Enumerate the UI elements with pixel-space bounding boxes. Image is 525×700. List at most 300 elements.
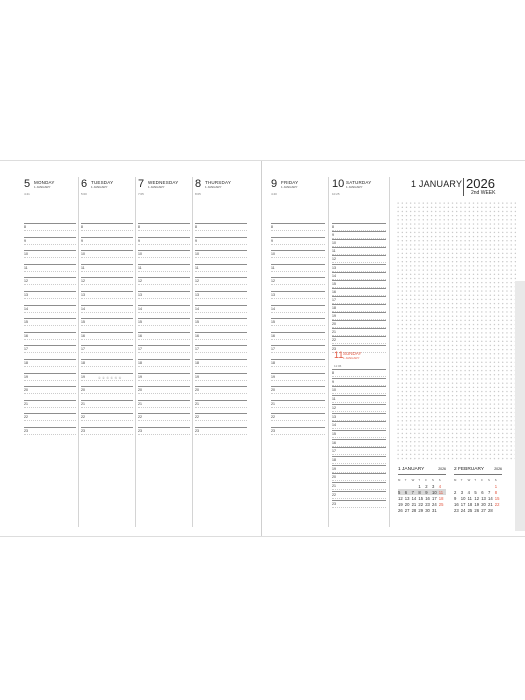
- hour-label: 15: [332, 281, 336, 286]
- hour-row[interactable]: [24, 277, 76, 291]
- hour-row[interactable]: [24, 223, 76, 237]
- calendar-day[interactable]: 31: [431, 507, 437, 513]
- calendar-day[interactable]: 2: [454, 489, 457, 495]
- day-subtitle: 1 JANUARY: [148, 185, 165, 189]
- hour-label: 15: [138, 320, 142, 325]
- hour-row[interactable]: [138, 413, 190, 427]
- calendar-day[interactable]: 12: [398, 495, 403, 501]
- hour-row[interactable]: [271, 373, 325, 387]
- hour-label: 20: [332, 475, 336, 480]
- hour-dotted-line: [138, 271, 190, 272]
- hour-row[interactable]: [24, 332, 76, 346]
- hour-label: 17: [81, 347, 85, 352]
- sunday-time: 11:06: [334, 364, 342, 368]
- hour-label: 19: [332, 466, 336, 471]
- hour-dotted-line: [138, 298, 190, 299]
- day-time: 5:00: [81, 192, 87, 196]
- calendar-day[interactable]: 11: [439, 489, 446, 495]
- hour-row[interactable]: [24, 400, 76, 414]
- calendar-day[interactable]: 25: [438, 501, 444, 507]
- weekday-label: W: [411, 477, 415, 482]
- hour-row[interactable]: [81, 386, 133, 400]
- weekday-label: S: [438, 477, 441, 482]
- hour-row[interactable]: [271, 386, 325, 400]
- weekday-label: M: [398, 477, 401, 482]
- calendar-day[interactable]: 27: [481, 507, 486, 513]
- hour-label: 16: [332, 440, 336, 445]
- calendar-day[interactable]: 1: [418, 483, 421, 489]
- weekday-label: T: [418, 477, 421, 482]
- calendar-day[interactable]: 28: [487, 507, 493, 513]
- calendar-day[interactable]: 16: [454, 501, 459, 507]
- hour-label: 19: [332, 314, 336, 319]
- calendar-day[interactable]: 9: [454, 495, 457, 501]
- calendar-day[interactable]: 29: [418, 507, 424, 513]
- hour-row[interactable]: [195, 305, 247, 319]
- month-title: 1 JANUARY: [411, 179, 463, 189]
- hour-label: 21: [138, 401, 142, 406]
- hour-label: 17: [138, 347, 142, 352]
- calendar-day[interactable]: 21: [487, 501, 493, 507]
- hour-dotted-line: [195, 325, 247, 326]
- hour-row[interactable]: [24, 318, 76, 332]
- hour-row[interactable]: [195, 332, 247, 346]
- hour-label: 13: [195, 293, 199, 297]
- holiday-legend: ① ② ③ ④ ⑤ ⑥: [98, 376, 122, 380]
- hour-label: 13: [271, 293, 275, 297]
- calendar-day[interactable]: 27: [404, 507, 410, 513]
- day-subtitle: 1 JANUARY: [281, 185, 298, 189]
- hour-dotted-line: [81, 230, 133, 231]
- calendar-day[interactable]: 6: [481, 489, 484, 495]
- hour-row[interactable]: [81, 427, 133, 441]
- day-header: [81, 177, 133, 201]
- calendar-day[interactable]: 18: [438, 495, 444, 501]
- hour-label: 21: [24, 401, 28, 406]
- hour-dotted-line: [138, 325, 190, 326]
- hour-dotted-line: [138, 380, 190, 381]
- calendar-day[interactable]: 13: [404, 495, 410, 501]
- hour-row[interactable]: [138, 427, 190, 441]
- hour-label: 10: [138, 252, 142, 257]
- calendar-day[interactable]: 16: [425, 495, 430, 501]
- hour-dotted-line: [195, 339, 247, 340]
- hour-dotted-line: [271, 298, 325, 299]
- sunday-subtitle: 1 JANUARY: [343, 356, 360, 360]
- hour-label: 9: [138, 238, 140, 243]
- day-number: 7: [138, 178, 145, 190]
- hour-row[interactable]: [138, 223, 190, 237]
- hour-dotted-line: [81, 393, 133, 394]
- calendar-day[interactable]: 8: [494, 489, 498, 495]
- hour-dotted-line: [81, 407, 133, 408]
- day-header: [195, 177, 247, 201]
- hour-dotted-line: [271, 257, 325, 258]
- hour-label: 14: [332, 423, 336, 428]
- hour-dotted-line: [81, 284, 133, 285]
- hour-dotted-line: [195, 257, 247, 258]
- day-name: TUESDAY: [91, 180, 114, 185]
- calendar-day[interactable]: 3: [460, 489, 464, 495]
- mini-calendar: [398, 467, 446, 513]
- hour-row[interactable]: [24, 264, 76, 278]
- hour-dotted-line: [81, 380, 133, 381]
- hour-label: 22: [138, 415, 142, 420]
- hour-row[interactable]: [195, 264, 247, 278]
- calendar-day[interactable]: 14: [487, 495, 493, 501]
- hour-label: 15: [24, 320, 28, 325]
- calendar-day[interactable]: 2: [425, 483, 428, 489]
- hour-dotted-line: [271, 325, 325, 326]
- hour-label: 21: [332, 484, 336, 489]
- day-time: 8:05: [195, 192, 201, 196]
- hour-row[interactable]: [138, 237, 190, 251]
- day-name: MONDAY: [34, 180, 55, 185]
- calendar-day[interactable]: 9: [425, 489, 432, 495]
- hour-label: 12: [195, 279, 199, 284]
- hour-row[interactable]: [24, 427, 76, 441]
- hour-dotted-line: [81, 434, 133, 435]
- day-subtitle: 1 JANUARY: [91, 185, 108, 189]
- hour-label: 16: [271, 333, 275, 338]
- hour-label: 18: [81, 361, 85, 365]
- hour-row[interactable]: [195, 413, 247, 427]
- hour-label: 9: [332, 379, 334, 384]
- hour-label: 23: [332, 501, 336, 506]
- hour-row[interactable]: [138, 332, 190, 346]
- hour-row[interactable]: [24, 359, 76, 373]
- hour-row[interactable]: [138, 359, 190, 373]
- day-header: [24, 177, 76, 201]
- hour-label: 20: [138, 388, 142, 393]
- hour-row[interactable]: [81, 305, 133, 319]
- hour-row[interactable]: [81, 318, 133, 332]
- calendar-day[interactable]: [495, 507, 502, 513]
- hour-dotted-line: [24, 271, 76, 272]
- hour-dotted-line: [195, 366, 247, 367]
- year-label: 2026: [466, 176, 495, 191]
- calendar-day[interactable]: 1: [494, 483, 498, 489]
- day-number: 6: [81, 178, 88, 190]
- weekday-label: T: [404, 477, 407, 482]
- weekday-label: W: [467, 477, 471, 482]
- calendar-day[interactable]: 5: [474, 489, 477, 495]
- hour-dotted-line: [138, 339, 190, 340]
- hour-row[interactable]: [81, 223, 133, 237]
- hour-row[interactable]: [81, 237, 133, 251]
- hour-label: 20: [271, 388, 275, 393]
- year-divider: [463, 178, 464, 196]
- mini-calendar-table: [454, 477, 502, 513]
- calendar-day[interactable]: 11: [467, 495, 472, 501]
- calendar-day[interactable]: 8: [418, 489, 425, 495]
- weekday-label: T: [460, 477, 463, 482]
- hour-label: 15: [195, 320, 199, 325]
- calendar-day[interactable]: 22: [418, 501, 424, 507]
- hour-dotted-line: [24, 352, 76, 353]
- hour-dotted-line: [24, 380, 76, 381]
- calendar-day[interactable]: 21: [411, 501, 417, 507]
- hour-row[interactable]: [24, 373, 76, 387]
- hour-dotted-line: [138, 407, 190, 408]
- hour-label: 9: [332, 233, 334, 238]
- hour-row[interactable]: [138, 386, 190, 400]
- hour-dotted-line: [138, 393, 190, 394]
- hour-label: 17: [195, 347, 199, 352]
- hour-row[interactable]: [271, 305, 325, 319]
- hour-label: 21: [81, 401, 85, 406]
- hour-label: 8: [332, 225, 334, 229]
- hour-label: 9: [81, 238, 83, 243]
- hour-dotted-line: [24, 325, 76, 326]
- hour-row[interactable]: [81, 345, 133, 359]
- calendar-day[interactable]: 4: [467, 489, 470, 495]
- hour-label: 10: [271, 252, 275, 257]
- hour-row[interactable]: [81, 291, 133, 305]
- hour-row[interactable]: [271, 237, 325, 251]
- calendar-day[interactable]: 26: [474, 507, 480, 513]
- calendar-day[interactable]: 7: [487, 489, 491, 495]
- hour-label: 8: [332, 371, 334, 375]
- calendar-day[interactable]: 19: [474, 501, 480, 507]
- calendar-day[interactable]: 23: [425, 501, 430, 507]
- hour-label: 14: [271, 306, 275, 311]
- hour-row[interactable]: [138, 345, 190, 359]
- day-number: 5: [24, 178, 31, 190]
- calendar-day[interactable]: 30: [425, 507, 430, 513]
- hour-label: 8: [138, 225, 140, 229]
- hour-row[interactable]: [81, 250, 133, 264]
- hour-row[interactable]: [24, 305, 76, 319]
- hour-row[interactable]: [271, 264, 325, 278]
- hour-row[interactable]: [24, 413, 76, 427]
- hour-row[interactable]: [195, 318, 247, 332]
- hour-row[interactable]: [271, 332, 325, 346]
- hour-dotted-line: [195, 434, 247, 435]
- hour-dotted-line: [195, 407, 247, 408]
- hour-label: 23: [332, 346, 336, 351]
- calendar-day[interactable]: 10: [460, 495, 466, 501]
- hour-row[interactable]: [271, 277, 325, 291]
- calendar-day[interactable]: 10: [432, 489, 439, 495]
- hour-row[interactable]: [271, 291, 325, 305]
- hour-label: 13: [81, 293, 85, 297]
- dot-grid-notes: [396, 201, 516, 461]
- mini-calendar-year: 2026: [494, 467, 502, 471]
- day-subtitle: 1 JANUARY: [34, 185, 51, 189]
- weekday-label: T: [474, 477, 477, 482]
- hour-row[interactable]: [195, 400, 247, 414]
- hour-row[interactable]: [271, 223, 325, 237]
- calendar-day[interactable]: 17: [431, 495, 437, 501]
- hour-label: 11: [195, 265, 199, 270]
- calendar-day[interactable]: 19: [398, 501, 403, 507]
- hour-row[interactable]: [271, 318, 325, 332]
- hour-row[interactable]: [195, 223, 247, 237]
- hour-row[interactable]: [271, 345, 325, 359]
- hour-label: 16: [332, 289, 336, 294]
- hour-label: 19: [138, 374, 142, 379]
- hour-label: 11: [332, 397, 336, 402]
- hour-label: 17: [332, 297, 336, 302]
- day-name: FRIDAY: [281, 180, 299, 185]
- hour-dotted-line: [24, 420, 76, 421]
- calendar-day[interactable]: 26: [398, 507, 403, 513]
- hour-dotted-line: [24, 407, 76, 408]
- hour-row[interactable]: [81, 332, 133, 346]
- hour-row[interactable]: [81, 277, 133, 291]
- hour-dotted-line: [138, 352, 190, 353]
- hour-dotted-line: [24, 298, 76, 299]
- hour-row[interactable]: [81, 373, 133, 387]
- weekday-label: S: [487, 477, 490, 482]
- hour-row[interactable]: [195, 373, 247, 387]
- calendar-day[interactable]: 25: [467, 507, 473, 513]
- hour-row[interactable]: [195, 359, 247, 373]
- hour-row[interactable]: [24, 291, 76, 305]
- weekday-label: F: [425, 477, 427, 482]
- calendar-day[interactable]: 4: [438, 483, 442, 489]
- calendar-day[interactable]: 28: [411, 507, 417, 513]
- right-page: [262, 161, 525, 536]
- hour-row[interactable]: [271, 413, 325, 427]
- hour-row[interactable]: [24, 345, 76, 359]
- calendar-day[interactable]: 6: [405, 489, 412, 495]
- hour-label: 13: [332, 265, 336, 270]
- hour-label: 16: [81, 333, 85, 338]
- hour-row[interactable]: [271, 400, 325, 414]
- hour-label: 22: [195, 415, 199, 420]
- hour-row[interactable]: [271, 427, 325, 441]
- hour-label: 23: [138, 429, 142, 433]
- calendar-day[interactable]: 13: [481, 495, 486, 501]
- calendar-day[interactable]: 22: [494, 501, 500, 507]
- hour-row[interactable]: [138, 250, 190, 264]
- hour-label: 9: [195, 238, 197, 243]
- hour-dotted-line: [271, 271, 325, 272]
- hour-label: 9: [271, 238, 273, 243]
- column-divider: [328, 177, 329, 527]
- hour-row[interactable]: [195, 345, 247, 359]
- week-row: [454, 507, 502, 513]
- hour-label: 18: [271, 361, 275, 365]
- calendar-day[interactable]: 5: [398, 489, 405, 495]
- hour-label: 17: [271, 347, 275, 352]
- hour-row[interactable]: [81, 264, 133, 278]
- hour-label: 12: [332, 257, 336, 262]
- calendar-day[interactable]: 24: [460, 507, 466, 513]
- calendar-day[interactable]: 20: [404, 501, 410, 507]
- hour-label: 11: [81, 265, 85, 270]
- calendar-day[interactable]: 12: [474, 495, 480, 501]
- hour-dotted-line: [138, 366, 190, 367]
- hour-label: 9: [24, 238, 26, 243]
- hour-row[interactable]: [24, 386, 76, 400]
- hour-dotted-line: [195, 284, 247, 285]
- hour-row[interactable]: [138, 277, 190, 291]
- hour-row[interactable]: [271, 250, 325, 264]
- hour-label: 22: [271, 415, 275, 420]
- column-divider: [78, 177, 79, 527]
- hour-row[interactable]: [195, 250, 247, 264]
- calendar-day[interactable]: 14: [411, 495, 417, 501]
- calendar-day[interactable]: 20: [481, 501, 486, 507]
- hour-row[interactable]: [81, 359, 133, 373]
- column-divider: [135, 177, 136, 527]
- hour-row[interactable]: [138, 400, 190, 414]
- hour-label: 13: [332, 414, 336, 419]
- calendar-day[interactable]: 15: [494, 495, 500, 501]
- hour-row[interactable]: [81, 400, 133, 414]
- hour-dotted-line: [24, 393, 76, 394]
- hour-dotted-line: [138, 434, 190, 435]
- hour-row[interactable]: [24, 250, 76, 264]
- hour-row[interactable]: [24, 237, 76, 251]
- hour-dotted-line: [271, 407, 325, 408]
- mini-calendar: [454, 467, 502, 513]
- hour-label: 8: [195, 225, 197, 229]
- hour-label: 11: [332, 249, 336, 254]
- hour-dotted-line: [195, 244, 247, 245]
- hour-label: 18: [24, 361, 28, 365]
- hour-row[interactable]: [138, 318, 190, 332]
- calendar-day[interactable]: 18: [467, 501, 473, 507]
- hour-dotted-line: [271, 284, 325, 285]
- hour-row[interactable]: [138, 291, 190, 305]
- calendar-day[interactable]: 23: [454, 507, 459, 513]
- hour-row[interactable]: [138, 264, 190, 278]
- hour-row[interactable]: [195, 386, 247, 400]
- hour-label: 20: [332, 322, 336, 327]
- calendar-day[interactable]: [439, 507, 446, 513]
- hour-row[interactable]: [138, 373, 190, 387]
- sunday-number: 11: [334, 350, 344, 360]
- hour-dotted-line: [195, 230, 247, 231]
- calendar-day[interactable]: 17: [460, 501, 466, 507]
- hour-row[interactable]: [195, 237, 247, 251]
- hour-dotted-line: [138, 257, 190, 258]
- hour-dotted-line: [195, 298, 247, 299]
- week-row: [398, 501, 446, 507]
- calendar-day[interactable]: 15: [418, 495, 424, 501]
- hour-dotted-line: [271, 380, 325, 381]
- weekday-label: F: [481, 477, 483, 482]
- hour-row[interactable]: [195, 277, 247, 291]
- weekday-label: S: [494, 477, 497, 482]
- mini-calendar-title: 1 JANUARY: [398, 467, 425, 472]
- hour-label: 19: [271, 374, 275, 379]
- week-label: 2nd WEEK: [471, 190, 496, 196]
- hour-row[interactable]: [195, 291, 247, 305]
- calendar-day[interactable]: 7: [412, 489, 419, 495]
- hour-row[interactable]: [138, 305, 190, 319]
- calendar-day[interactable]: 24: [431, 501, 437, 507]
- hour-row[interactable]: [332, 500, 386, 514]
- hour-label: 8: [24, 225, 26, 229]
- hour-dotted-line: [81, 325, 133, 326]
- hour-row[interactable]: [271, 359, 325, 373]
- hour-row[interactable]: [195, 427, 247, 441]
- hour-label: 11: [138, 265, 142, 270]
- hour-label: 17: [24, 347, 28, 352]
- calendar-day[interactable]: 3: [431, 483, 435, 489]
- week-row: [398, 495, 446, 501]
- hour-row[interactable]: [81, 413, 133, 427]
- hour-label: 14: [332, 273, 336, 278]
- hour-label: 22: [332, 492, 336, 497]
- hour-dotted-line: [24, 284, 76, 285]
- hour-label: 15: [81, 320, 85, 325]
